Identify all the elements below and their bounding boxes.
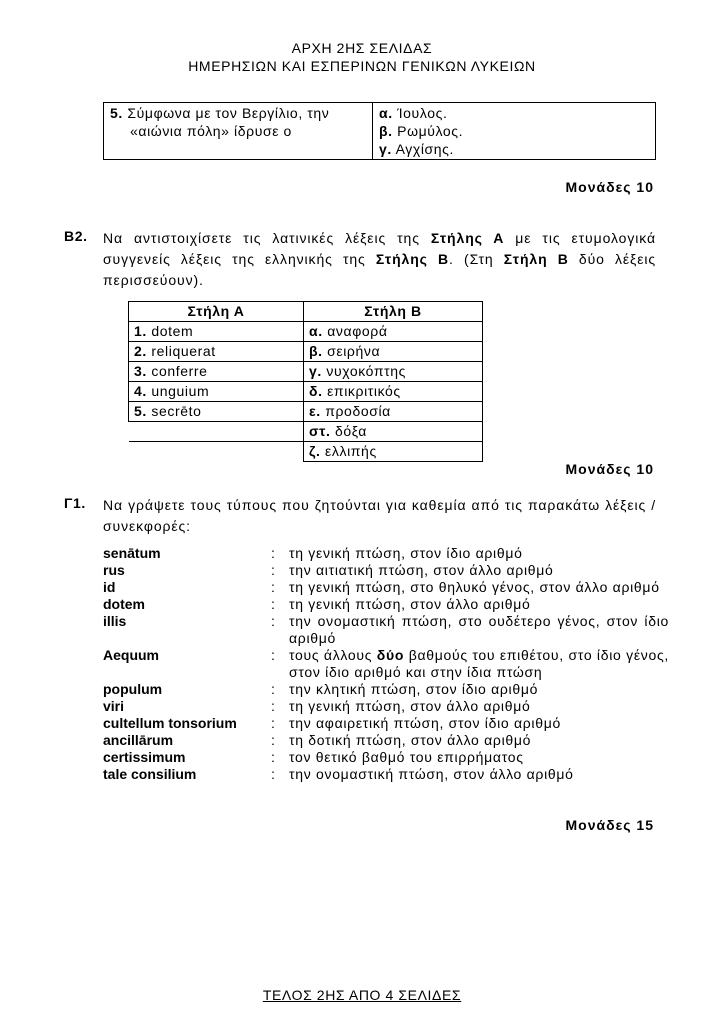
cell-number: 4. xyxy=(134,383,147,399)
page-header-line2: ΗΜΕΡΗΣΙΩΝ ΚΑΙ ΕΣΠΕΡΙΝΩΝ ΓΕΝΙΚΩΝ ΛΥΚΕΙΩΝ xyxy=(188,58,536,74)
question-b2-text xyxy=(103,228,656,291)
form-row xyxy=(103,732,669,749)
form-word: id xyxy=(103,579,116,595)
form-desc: την αφαιρετική πτώση, στον ίδιο αριθμό xyxy=(289,715,561,731)
cell-letter: δ. xyxy=(309,383,323,399)
text-bold: δύο xyxy=(376,647,405,663)
column-b-header: Στήλη Β xyxy=(304,302,483,322)
forms-list xyxy=(103,545,669,783)
form-colon: : xyxy=(271,647,275,663)
item5-option xyxy=(379,140,649,158)
form-word: populum xyxy=(103,681,163,697)
form-colon: : xyxy=(271,698,275,714)
form-row xyxy=(103,647,669,681)
column-a-cell xyxy=(129,382,304,402)
form-colon: : xyxy=(271,749,275,765)
item5-option xyxy=(379,122,649,140)
text-bold: Στήλης Α xyxy=(430,230,505,246)
cell-letter: β. xyxy=(309,343,323,359)
option-letter: γ. xyxy=(379,141,392,157)
cell-letter: γ. xyxy=(309,363,322,379)
cell-word: secrēto xyxy=(151,403,202,419)
form-word: illis xyxy=(103,613,127,629)
form-desc: τη γενική πτώση, στον άλλο αριθμό xyxy=(289,698,531,714)
option-text: Ίουλος. xyxy=(397,105,448,121)
column-b-cell xyxy=(304,342,483,362)
form-desc: την ονομαστική πτώση, στο ουδέτερο γένος, στον ίδιο αριθμό xyxy=(289,613,669,646)
form-colon: : xyxy=(271,596,275,612)
item5-question-line2: «αιώνια πόλη» ίδρυσε ο xyxy=(130,123,292,139)
form-desc: τη γενική πτώση, στον άλλο αριθμό xyxy=(289,596,531,612)
matching-table xyxy=(128,301,483,462)
cell-word: αναφορά xyxy=(327,323,388,339)
form-word: dotem xyxy=(103,596,145,612)
column-a-cell xyxy=(129,322,304,342)
option-text: Ρωμύλος. xyxy=(397,123,464,139)
column-b-cell xyxy=(304,322,483,342)
form-colon: : xyxy=(271,681,275,697)
cell-number: 3. xyxy=(134,363,147,379)
column-b-cell xyxy=(304,382,483,402)
column-a-cell xyxy=(129,342,304,362)
option-text: Αγχίσης. xyxy=(395,141,455,157)
marks-label: Μονάδες 10 xyxy=(565,179,654,195)
item5-options xyxy=(373,103,656,160)
form-row xyxy=(103,545,669,562)
cell-word: conferre xyxy=(151,363,208,379)
cell-number: 2. xyxy=(134,343,147,359)
text-fragment: με τις ετυμολογικά συγγενείς λέξεις της ελληνικής της xyxy=(103,230,656,267)
cell-word: ελλιπής xyxy=(325,443,377,459)
column-a-cell xyxy=(129,402,304,422)
cell-number: 1. xyxy=(134,323,147,339)
page-footer xyxy=(0,987,724,1003)
item5-option xyxy=(379,104,649,122)
cell-word: dotem xyxy=(151,323,194,339)
form-colon: : xyxy=(271,562,275,578)
question-g1-label: Γ1. xyxy=(64,495,86,511)
form-word: senātum xyxy=(103,545,161,561)
text-bold: Στήλης Β xyxy=(375,251,450,267)
cell-letter: ε. xyxy=(309,403,321,419)
form-desc: τη δοτική πτώση, στον άλλο αριθμό xyxy=(289,732,532,748)
column-a-cell xyxy=(129,362,304,382)
text-fragment: βαθμούς του επιθέτου, στο ίδιο γένος, στον ίδιο αριθμό και στην ίδια πτώση xyxy=(289,647,669,680)
form-desc: τη γενική πτώση, στο θηλυκό γένος, στον άλλο αριθμό xyxy=(289,579,660,595)
cell-word: σειρήνα xyxy=(327,343,381,359)
cell-number: 5. xyxy=(134,403,147,419)
cell-word: προδοσία xyxy=(325,403,391,419)
form-word: cultellum tonsorium xyxy=(103,715,237,731)
form-row xyxy=(103,613,669,647)
marks-label: Μονάδες 10 xyxy=(565,461,654,477)
form-word: certissimum xyxy=(103,749,186,765)
item5-table xyxy=(103,102,656,160)
form-desc: την κλητική πτώση, στον ίδιο αριθμό xyxy=(289,681,539,697)
form-desc: την αιτιατική πτώση, στον άλλο αριθμό xyxy=(289,562,554,578)
cell-letter: ζ. xyxy=(309,443,321,459)
form-word: Aequum xyxy=(103,647,159,663)
column-b-cell xyxy=(304,422,483,442)
form-colon: : xyxy=(271,732,275,748)
item5-question xyxy=(104,103,373,160)
item5-number: 5. xyxy=(110,105,123,121)
page-header-line1: ΑΡΧΗ 2ΗΣ ΣΕΛΙΔΑΣ xyxy=(291,40,433,56)
column-b-cell xyxy=(304,442,483,462)
text-fragment: δύο λέξεις περισσεύουν). xyxy=(103,251,656,288)
text-fragment: Να αντιστοιχίσετε τις λατινικές λέξεις της xyxy=(103,230,431,246)
empty-cell xyxy=(129,442,304,462)
form-word: viri xyxy=(103,698,125,714)
empty-cell xyxy=(129,422,304,442)
form-desc: τον θετικό βαθμό του επιρρήματος xyxy=(289,749,524,765)
form-row xyxy=(103,749,669,766)
item5-question-line1: Σύμφωνα με τον Βεργίλιο, την xyxy=(127,105,330,121)
cell-word: νυχοκόπτης xyxy=(326,363,406,379)
cell-letter: στ. xyxy=(309,423,331,439)
page-footer-text: ΤΕΛΟΣ 2ΗΣ ΑΠΟ 4 ΣΕΛΙΔΕΣ xyxy=(262,987,462,1003)
form-row xyxy=(103,596,669,613)
cell-word: reliquerat xyxy=(151,343,216,359)
form-row xyxy=(103,715,669,732)
form-row xyxy=(103,562,669,579)
cell-word: επικριτικός xyxy=(327,383,401,399)
form-word: rus xyxy=(103,562,125,578)
column-b-cell xyxy=(304,362,483,382)
form-desc: την ονομαστική πτώση, στον άλλο αριθμό xyxy=(289,766,574,782)
form-colon: : xyxy=(271,579,275,595)
option-letter: α. xyxy=(379,105,393,121)
question-b2-label: Β2. xyxy=(64,228,88,244)
form-row xyxy=(103,766,669,783)
form-row xyxy=(103,681,669,698)
form-colon: : xyxy=(271,613,275,629)
form-colon: : xyxy=(271,715,275,731)
form-colon: : xyxy=(271,766,275,782)
marks-label: Μονάδες 15 xyxy=(565,817,654,833)
option-letter: β. xyxy=(379,123,393,139)
cell-word: unguium xyxy=(151,383,210,399)
form-row xyxy=(103,698,669,715)
form-row xyxy=(103,579,669,596)
column-a-header: Στήλη Α xyxy=(129,302,304,322)
text-bold: Στήλη Β xyxy=(503,251,569,267)
form-colon: : xyxy=(271,545,275,561)
form-word: ancillārum xyxy=(103,732,174,748)
column-b-cell xyxy=(304,402,483,422)
form-desc: τη γενική πτώση, στον ίδιο αριθμό xyxy=(289,545,523,561)
form-desc xyxy=(289,647,669,681)
text-fragment: . (Στη xyxy=(449,251,504,267)
cell-word: δόξα xyxy=(335,423,367,439)
cell-letter: α. xyxy=(309,323,323,339)
text-fragment: τους άλλους xyxy=(289,647,377,663)
question-g1-text: Να γράψετε τους τύπους που ζητούνται για καθεμία από τις παρακάτω λέξεις / συνεκφορές: xyxy=(103,497,656,534)
form-word: tale consilium xyxy=(103,766,197,782)
